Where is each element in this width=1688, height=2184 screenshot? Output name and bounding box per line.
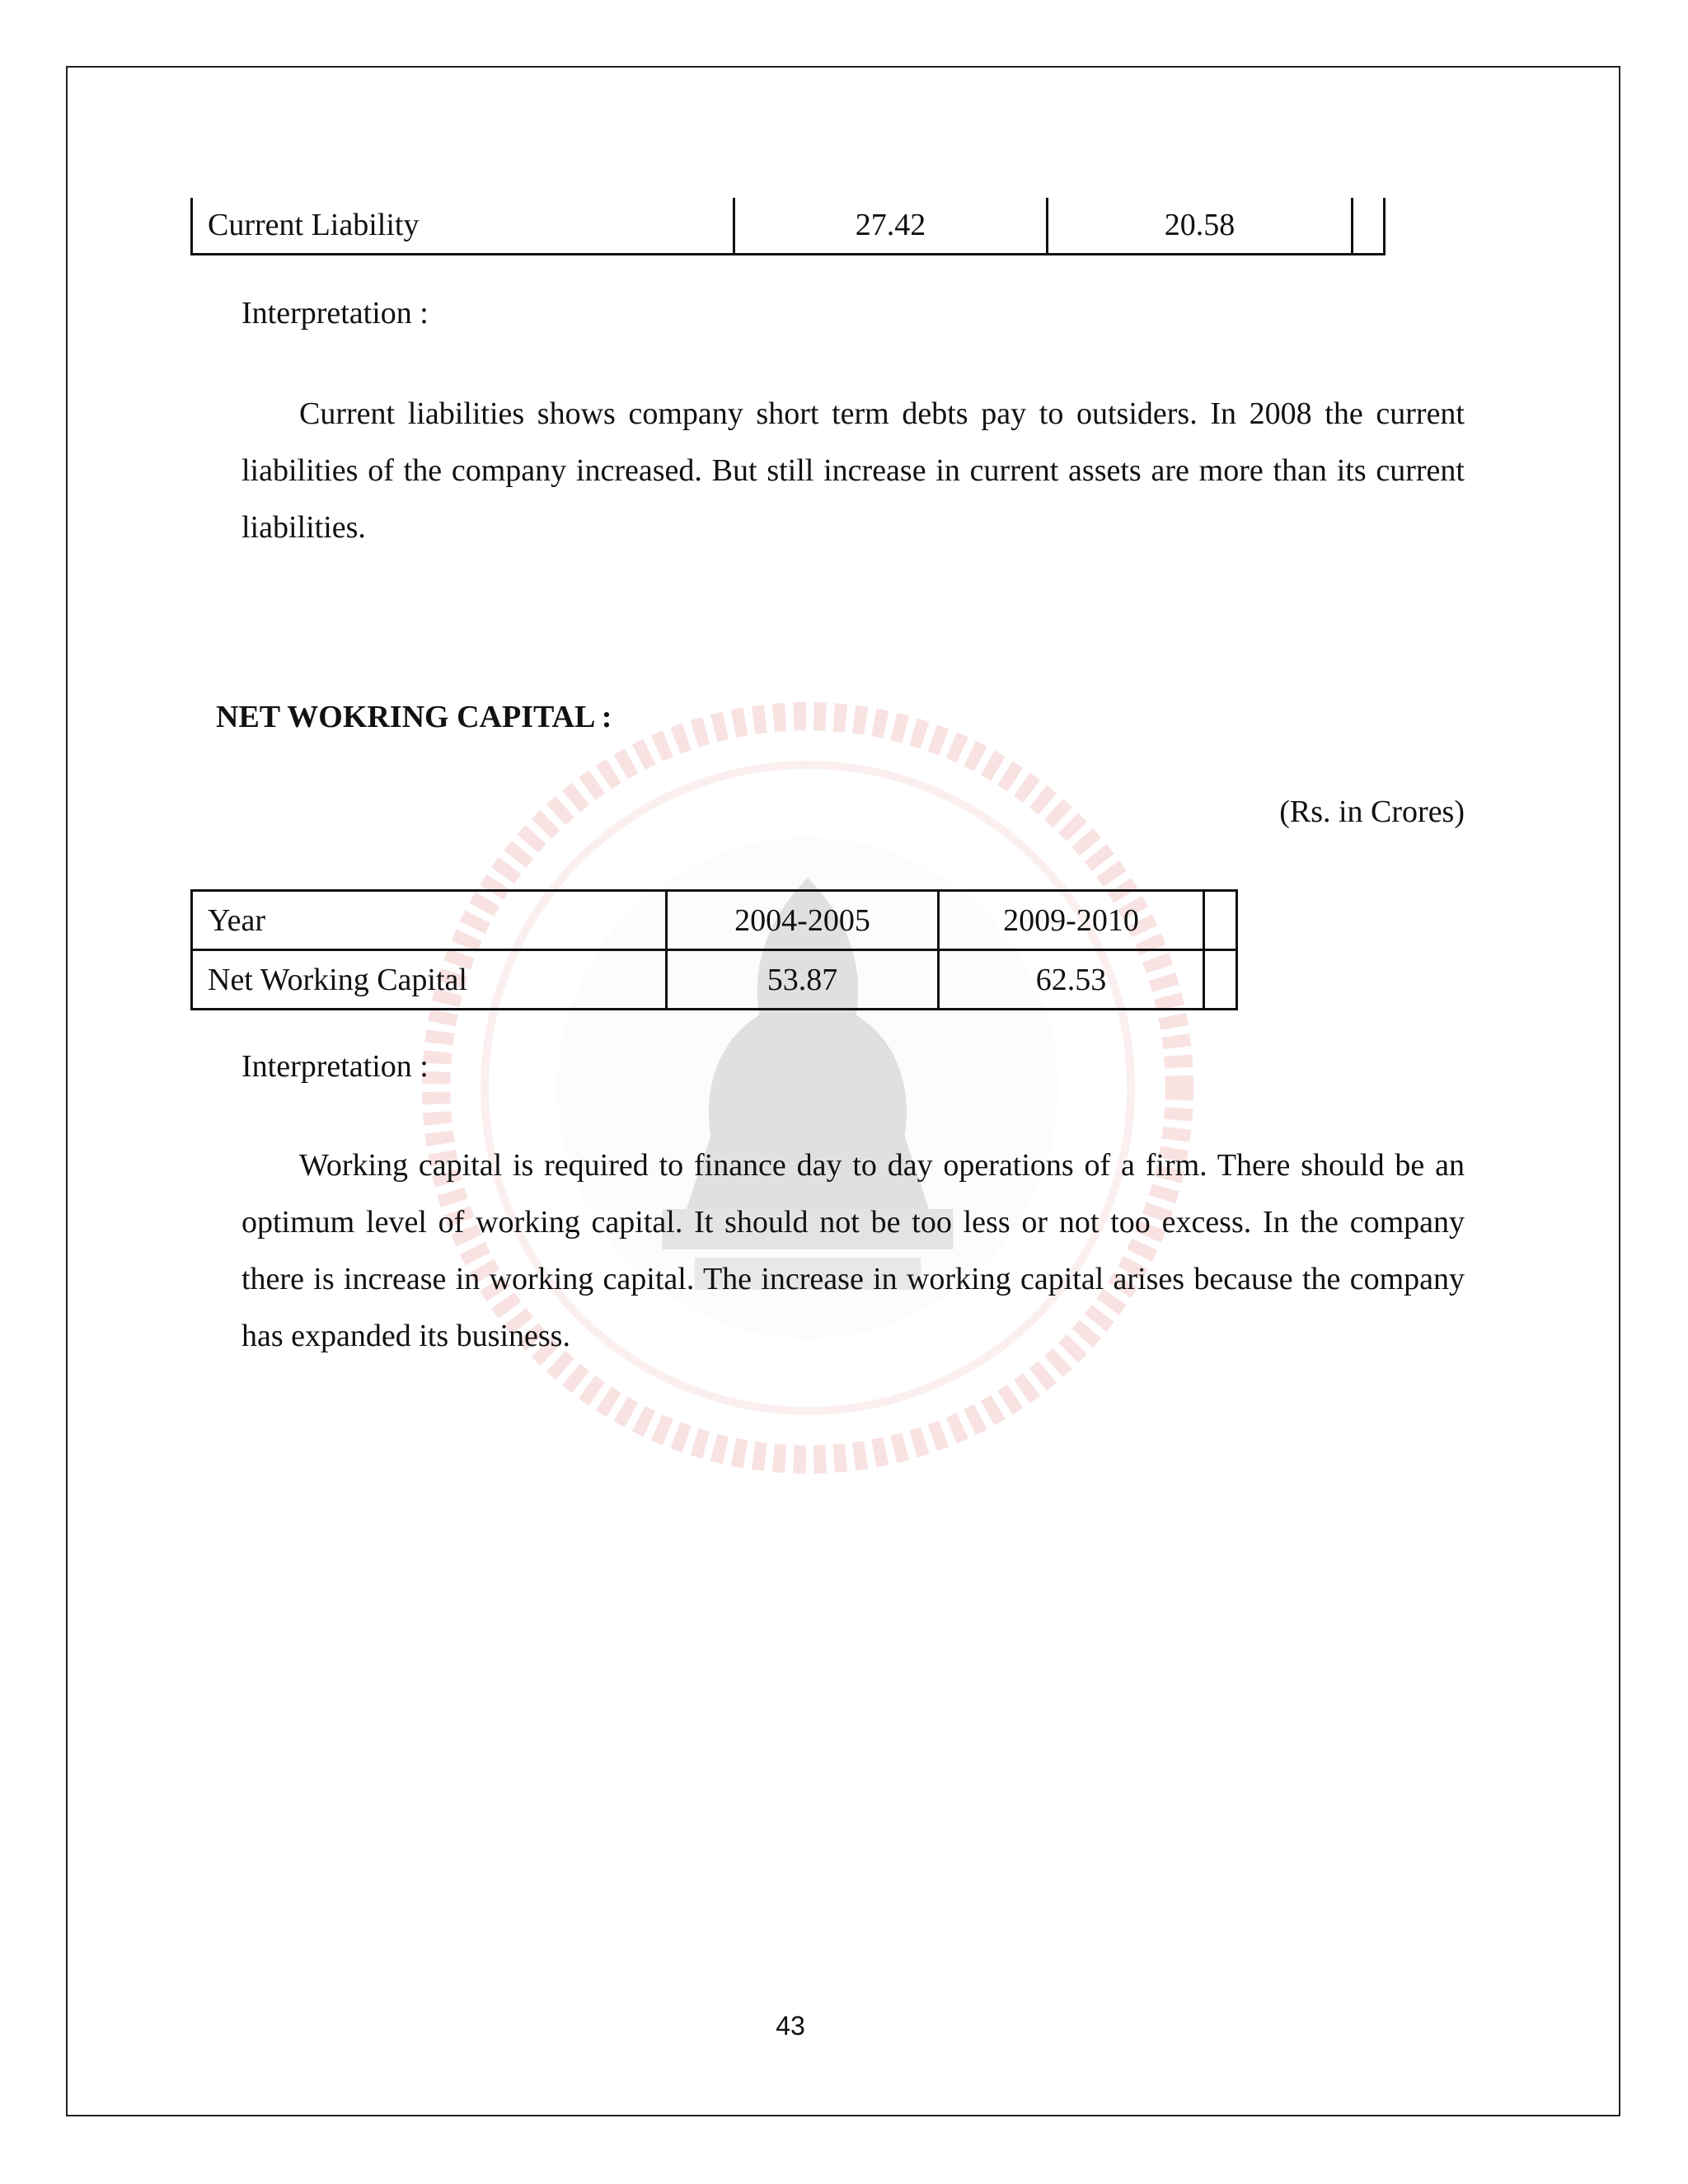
table-cell-empty: [1204, 891, 1237, 950]
current-liability-table-fragment: [190, 198, 1387, 255]
table-cell-value: 62.53: [939, 950, 1204, 1010]
table-cell-label: Net Working Capital: [192, 950, 667, 1010]
table-cell-edge: [1385, 198, 1387, 254]
table-row: [192, 950, 1237, 1010]
table-cell-empty: [1353, 198, 1385, 254]
section-title: NET WOKRING CAPITAL :: [216, 700, 612, 734]
table-header-cell: Year: [192, 891, 667, 950]
table-header-row: [192, 891, 1237, 950]
interpretation-label: Interpretation :: [241, 1049, 429, 1084]
page-border: [66, 66, 1620, 2116]
table-cell-label: Current Liability: [192, 198, 734, 254]
table-header-cell: 2009-2010: [939, 891, 1204, 950]
table-cell-empty: [1204, 950, 1237, 1010]
current-liabilities-paragraph: Current liabilities shows company short term debts pay to outsiders. In 2008 the current liabilities of the company increased. But still increase in current assets are more than its current liabilities.: [241, 396, 1465, 545]
net-working-capital-paragraph: Working capital is required to finance day to day operations of a firm. There should be an optimum level of working capital. It should not be too less or not too excess. In the company there is increase in working capital. The increase in working capital arises because the company has expanded its business.: [241, 1148, 1465, 1353]
table-header-cell: 2004-2005: [667, 891, 939, 950]
table-cell-value: 27.42: [734, 198, 1048, 254]
net-working-capital-table: [190, 889, 1238, 1010]
unit-note: (Rs. in Crores): [1279, 794, 1465, 829]
page-number: 43: [776, 2011, 805, 2041]
table-cell-value: 53.87: [667, 950, 939, 1010]
table-cell-value: 20.58: [1048, 198, 1353, 254]
interpretation-label: Interpretation :: [241, 296, 429, 330]
table-row: [192, 198, 1387, 254]
